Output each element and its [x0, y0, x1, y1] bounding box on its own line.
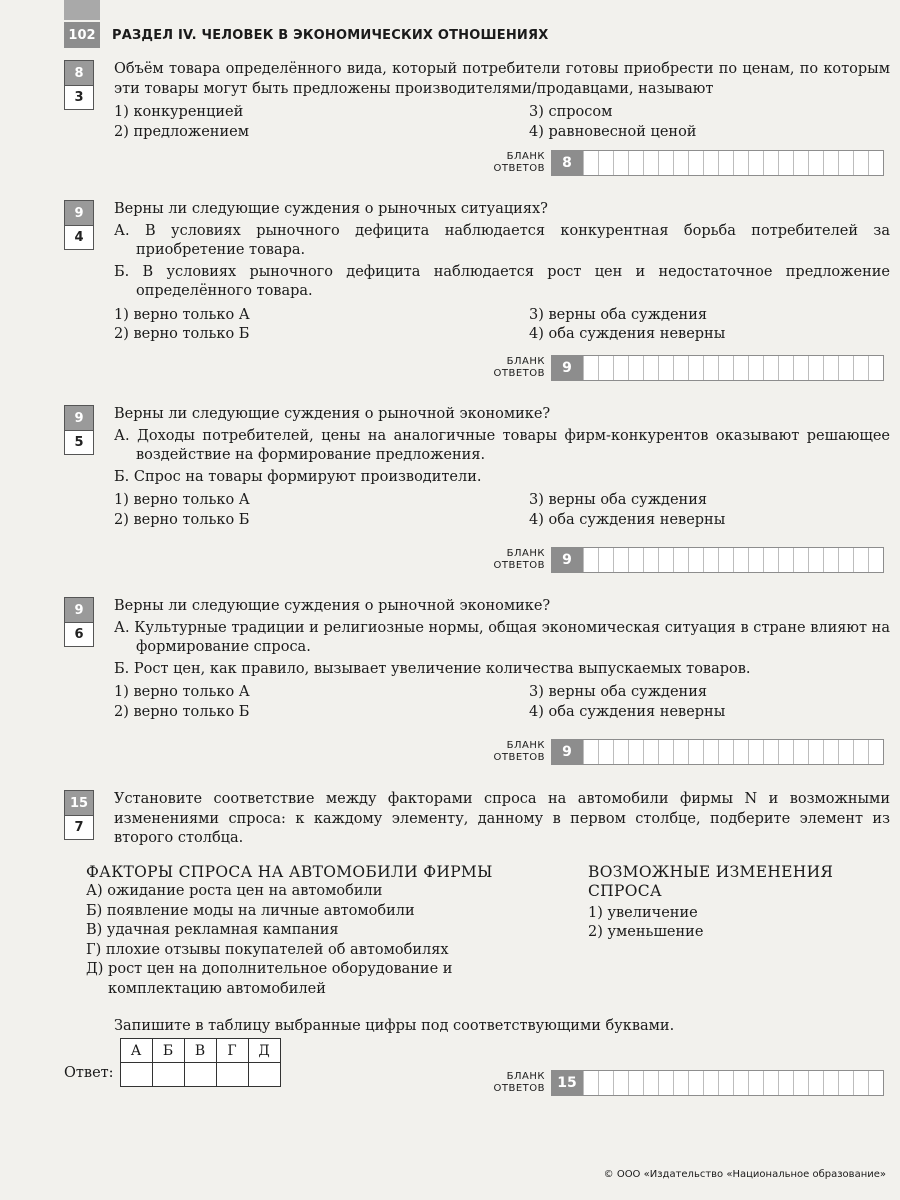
blank-number: 9 [551, 739, 583, 765]
task-badge [64, 790, 94, 840]
question-text: Верны ли следующие суждения о рыночных ситуациях? [114, 201, 548, 217]
section-title: РАЗДЕЛ IV. ЧЕЛОВЕК В ЭКОНОМИЧЕСКИХ ОТНОШЕНИЯХ [112, 27, 549, 43]
options [114, 306, 890, 345]
option-3: 3) верны оба суждения [529, 684, 708, 700]
factor-item: А) ожидание роста цен на автомобили [86, 883, 383, 899]
answer-cells[interactable] [583, 739, 884, 765]
answer-cells[interactable] [583, 547, 884, 573]
blank-number: 8 [551, 150, 583, 176]
blank-label-top: БЛАНК [506, 356, 545, 367]
page-number: 102 [64, 22, 100, 48]
options [114, 491, 890, 530]
blank-label-bottom: ОТВЕТОВ [493, 560, 545, 571]
option-3: 3) спросом [529, 104, 613, 120]
factor-item: Б) появление моды на личные автомобили [86, 902, 415, 919]
option-3: 3) верны оба суждения [529, 492, 708, 508]
answer-cells[interactable] [583, 355, 884, 381]
statement-a: А. Культурные традиции и религиозные нормы, общая экономическая ситуация в стране влияют на формирование спроса. [114, 619, 890, 655]
statement-b: Б. Рост цен, как правило, вызывает увеличение количества выпускаемых товаров. [114, 660, 751, 677]
task-3 [64, 405, 890, 571]
badge-bottom: 4 [65, 225, 93, 249]
badge-top: 9 [65, 201, 93, 225]
task-badge [64, 60, 94, 110]
instruction-text: Запишите в таблицу выбранные цифры под соответствующими буквами. [114, 1018, 675, 1034]
badge-bottom: 3 [65, 85, 93, 109]
factor-item: Г) плохие отзывы покупателей об автомобилях [86, 941, 449, 958]
question-text: Верны ли следующие суждения о рыночной экономике? [114, 406, 551, 422]
option-2: 2) верно только Б [114, 703, 250, 720]
task-5 [64, 790, 890, 1094]
answer-blank [494, 150, 885, 176]
statement-b: Б. Спрос на товары формируют производители. [114, 468, 482, 485]
answer-cells[interactable] [583, 150, 884, 176]
option-1: 1) верно только А [114, 684, 250, 700]
changes-column [588, 863, 868, 1000]
answer-blank [494, 547, 885, 573]
options [114, 103, 890, 142]
answer-area [64, 1038, 281, 1087]
task-badge [64, 200, 94, 250]
blank-label-top: БЛАНК [506, 740, 545, 751]
letter-g: Г [216, 1039, 248, 1063]
blank-label-top: БЛАНК [506, 151, 545, 162]
answer-blank [494, 739, 885, 765]
task-1 [64, 60, 890, 174]
option-3: 3) верны оба суждения [529, 306, 708, 323]
task-4 [64, 597, 890, 763]
changes-heading: ВОЗМОЖНЫЕ ИЗМЕНЕНИЯ СПРОСА [588, 862, 834, 900]
answer-blank [494, 355, 885, 381]
matching-columns [86, 863, 890, 1000]
badge-top: 8 [65, 61, 93, 85]
option-4: 4) оба суждения неверны [529, 511, 726, 528]
blank-number: 9 [551, 547, 583, 573]
blank-label-bottom: ОТВЕТОВ [493, 752, 545, 763]
blank-number: 9 [551, 355, 583, 381]
question-text: Объём товара определённого вида, который потребители готовы приобрести по ценам, по которым эти товары могут быть предложены производителями/продавцами, называют [114, 61, 890, 97]
task-badge [64, 597, 94, 647]
badge-top: 15 [65, 791, 93, 815]
blank-label-bottom: ОТВЕТОВ [493, 368, 545, 379]
option-1: 1) верно только А [114, 492, 250, 508]
letter-b: Б [152, 1039, 184, 1063]
factors-heading: ФАКТОРЫ СПРОСА НА АВТОМОБИЛИ ФИРМЫ [86, 862, 493, 881]
copyright-footer: © ООО «Издательство «Национальное образование» [603, 1169, 886, 1180]
factors-column [86, 863, 588, 1000]
question-text: Установите соответствие между факторами спроса на автомобили фирмы N и возможными изменениями спроса: к каждому элементу, данному в первом столбце, подберите элемент из второго столбца. [114, 791, 890, 846]
option-4: 4) оба суждения неверны [529, 703, 726, 720]
answer-cells[interactable] [583, 1070, 884, 1096]
answer-blank [494, 1070, 885, 1096]
task-2 [64, 200, 890, 379]
question-text: Верны ли следующие суждения о рыночной экономике? [114, 598, 551, 614]
blank-label-bottom: ОТВЕТОВ [493, 163, 545, 174]
statement-a: А. В условиях рыночного дефицита наблюдается конкурентная борьба потребителей за приобретение товара. [114, 222, 890, 258]
blank-number: 15 [551, 1070, 583, 1096]
answer-cell[interactable] [120, 1063, 152, 1087]
answer-cell[interactable] [152, 1063, 184, 1087]
option-4: 4) равновесной ценой [529, 123, 697, 140]
factor-item: В) удачная рекламная кампания [86, 922, 339, 938]
answer-cell[interactable] [184, 1063, 216, 1087]
statement-b: Б. В условиях рыночного дефицита наблюдается рост цен и недостаточное предложение определённого товара. [114, 263, 890, 299]
factor-item: Д) рост цен на дополнительное оборудование и комплектацию автомобилей [86, 961, 453, 997]
blank-label-top: БЛАНК [506, 548, 545, 559]
option-1: 1) конкуренцией [114, 104, 244, 120]
change-item: 1) увеличение [588, 904, 698, 921]
answer-cell[interactable] [248, 1063, 280, 1087]
statement-a: А. Доходы потребителей, цены на аналогичные товары фирм-конкурентов оказывают решающее воздействие на формирование предложения. [114, 427, 890, 463]
letter-d: Д [248, 1039, 280, 1063]
option-2: 2) предложением [114, 123, 249, 140]
answer-cell[interactable] [216, 1063, 248, 1087]
badge-bottom: 5 [65, 430, 93, 454]
blank-label-bottom: ОТВЕТОВ [493, 1083, 545, 1094]
options [114, 683, 890, 722]
badge-top: 9 [65, 598, 93, 622]
option-4: 4) оба суждения неверны [529, 326, 726, 342]
badge-bottom: 6 [65, 622, 93, 646]
option-2: 2) верно только Б [114, 326, 250, 342]
option-1: 1) верно только А [114, 306, 250, 323]
badge-top: 9 [65, 406, 93, 430]
option-2: 2) верно только Б [114, 511, 250, 528]
badge-bottom: 7 [65, 815, 93, 839]
page-header [64, 20, 900, 50]
blank-label-top: БЛАНК [506, 1071, 545, 1082]
change-item: 2) уменьшение [588, 924, 704, 940]
letter-a: А [120, 1039, 152, 1063]
answer-table [120, 1038, 281, 1087]
header-tab [64, 0, 100, 20]
letter-v: В [184, 1039, 216, 1063]
task-badge [64, 405, 94, 455]
answer-label: Ответ: [64, 1064, 114, 1081]
